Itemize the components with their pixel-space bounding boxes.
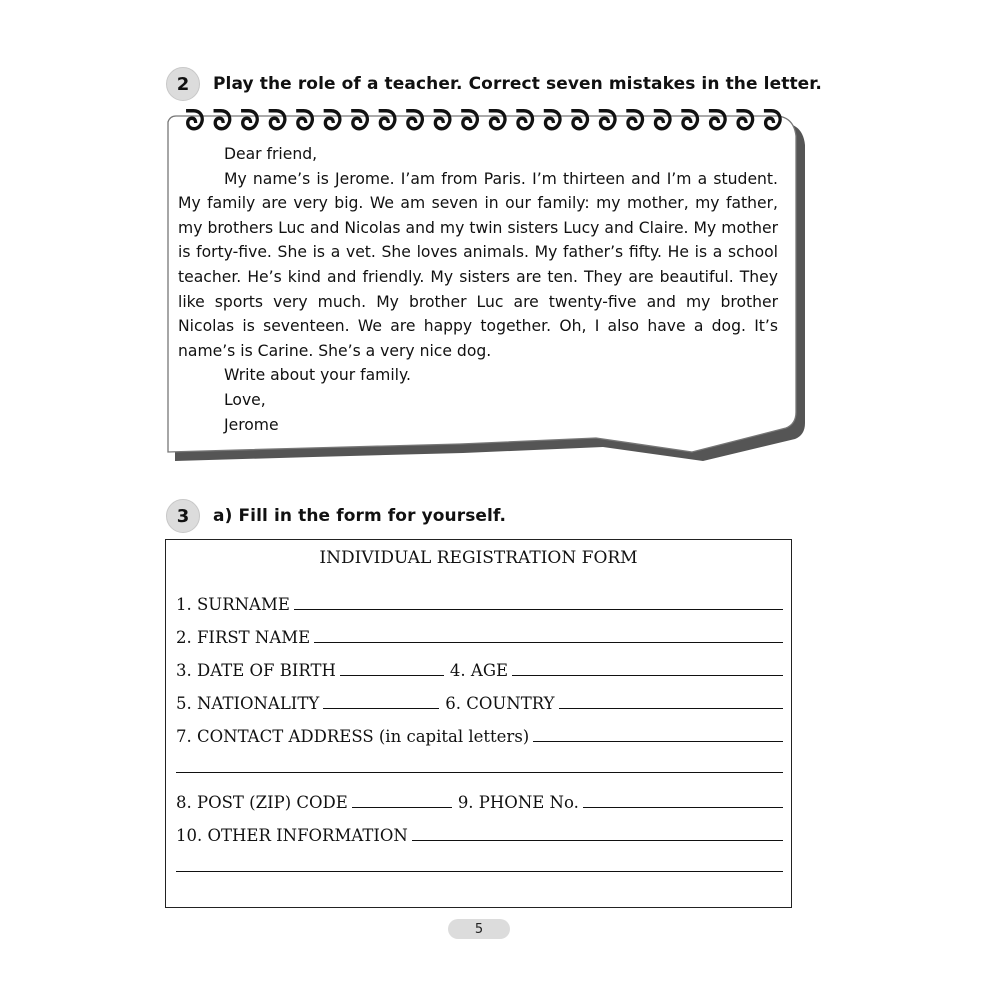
nationality-label: 5. NATIONALITY (176, 694, 320, 713)
spiral-ring-icon: ᘐ (515, 104, 536, 137)
spiral-ring-icon: ᘐ (350, 104, 370, 137)
first-name-label: 2. FIRST NAME (176, 628, 311, 647)
form-row-other-info (176, 821, 783, 845)
age-field[interactable] (512, 675, 783, 676)
post-code-field[interactable] (352, 807, 452, 808)
spiral-ring-icon: ᘐ (405, 104, 425, 137)
date-of-birth-label: 3. DATE OF BIRTH (176, 661, 336, 680)
contact-address-field[interactable] (533, 741, 783, 742)
spiral-ring-icon: ᘐ (322, 104, 343, 137)
task-3-header (166, 499, 506, 533)
letter-text (178, 142, 778, 437)
spiral-binding (184, 104, 784, 138)
spiral-ring-icon: ᘐ (432, 104, 453, 137)
spiral-ring-icon: ᘐ (570, 104, 591, 137)
spiral-ring-icon: ᘐ (295, 104, 315, 137)
task-number-badge: 3 (166, 499, 200, 533)
form-row-nationality-country (176, 689, 783, 713)
spiral-ring-icon: ᘐ (542, 104, 563, 137)
surname-label: 1. SURNAME (176, 595, 290, 614)
spiral-ring-icon: ᘐ (377, 104, 398, 137)
spiral-ring-icon: ᘐ (625, 104, 646, 137)
other-info-field[interactable] (412, 840, 783, 841)
form-row-contact-address (176, 722, 783, 746)
spiral-ring-icon: ᘐ (487, 104, 508, 137)
spiral-ring-icon: ᘐ (185, 104, 205, 137)
other-info-label: 10. OTHER INFORMATION (176, 826, 408, 845)
form-title: INDIVIDUAL REGISTRATION FORM (319, 548, 638, 568)
form-row-post-phone (176, 788, 783, 812)
letter-greeting: Dear friend, (224, 145, 318, 163)
spiral-ring-icon: ᘐ (652, 104, 673, 137)
letter-signature: Jerome (224, 415, 279, 434)
contact-address-field-line-2[interactable] (176, 772, 783, 773)
task-instruction: a) Fill in the form for yourself. (213, 506, 507, 526)
contact-address-label: 7. CONTACT ADDRESS (in capital letters) (176, 727, 530, 746)
task-instruction: Play the role of a teacher. Correct seven mistakes in the letter. (213, 74, 822, 94)
spiral-ring-icon: ᘐ (597, 104, 618, 137)
form-row-first-name (176, 623, 783, 647)
spiral-ring-icon: ᘐ (240, 104, 260, 137)
letter-closing-request: Write about your family. (224, 366, 411, 385)
country-field[interactable] (559, 708, 783, 709)
spiral-ring-icon: ᘐ (707, 104, 728, 137)
phone-field[interactable] (583, 807, 783, 808)
phone-label: 9. PHONE No. (457, 793, 579, 812)
letter-signoff: Love, (224, 390, 266, 409)
age-label: 4. AGE (449, 661, 509, 680)
registration-form (165, 539, 792, 908)
task-2-header (166, 67, 822, 101)
surname-field[interactable] (294, 609, 783, 610)
task-number-badge: 2 (166, 67, 200, 101)
spiral-ring-icon: ᘐ (460, 104, 481, 137)
page-number: 5 (448, 919, 510, 939)
nationality-field[interactable] (323, 708, 439, 709)
spiral-ring-icon: ᘐ (212, 104, 233, 137)
letter-notepad (160, 100, 810, 480)
first-name-field[interactable] (314, 642, 783, 643)
form-row-dob-age (176, 656, 783, 680)
other-info-field-line-2[interactable] (176, 871, 783, 872)
spiral-ring-icon: ᘐ (735, 104, 756, 137)
spiral-ring-icon: ᘐ (762, 104, 783, 137)
spiral-ring-icon: ᘐ (267, 104, 288, 137)
country-label: 6. COUNTRY (445, 694, 555, 713)
date-of-birth-field[interactable] (340, 675, 444, 676)
form-row-surname (176, 590, 783, 614)
post-code-label: 8. POST (ZIP) CODE (176, 793, 348, 812)
spiral-ring-icon: ᘐ (680, 104, 701, 137)
letter-body: My name’s is Jerome. I’am from Paris. I’m thirteen and I’m a student. My family are very big. We am seven in our family: my mother, my father, my brothers Luc and Nicolas and my twin sisters Lucy and Claire. My mother is forty-five. She is a vet. She loves animals. My father’s fifty. He is a school teacher. He’s kind and friendly. My sisters are ten. They are beautiful. They like sports very much. My brother Luc are twenty-five and my brother Nicolas is seventeen. We are happy together. Oh, I also have a dog. It’s name’s is Carine. She’s a very nice dog. (178, 169, 778, 360)
